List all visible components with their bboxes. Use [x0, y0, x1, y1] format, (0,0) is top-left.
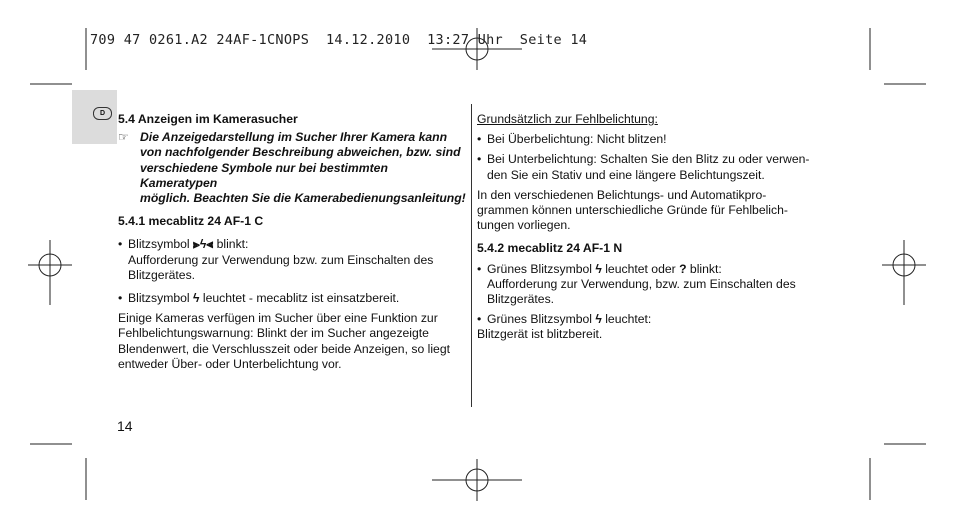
bullet-item: [477, 312, 829, 327]
note-line: verschiedene Symbole nur bei bestimmten Kameratypen: [140, 160, 388, 190]
right-column: [477, 112, 829, 343]
bullet-dot: •: [118, 291, 123, 306]
underlined-heading: Grundsätzlich zur Fehlbelichtung:: [477, 112, 658, 126]
bullet-line: Blitzgerätes.: [487, 292, 555, 307]
paragraph-line: grammen können unterschiedliche Gründe für Fehlbelich-: [477, 203, 788, 218]
note-text: [140, 130, 468, 206]
registration-mark-bottom: [432, 459, 522, 501]
bullet-item: [477, 262, 829, 308]
bullet-item: [118, 291, 468, 306]
bullet-text: Bei Unterbelichtung: Schalten Sie den Blitz zu oder verwen-: [487, 152, 810, 167]
registration-mark-right: [882, 240, 926, 305]
flash-icon: ϟ: [595, 312, 602, 327]
bullet-text: Bei Überbelichtung: Nicht blitzen!: [487, 132, 667, 147]
bullet-text: Grünes Blitzsymbol ϟ leuchtet:: [487, 312, 652, 327]
section-heading: 5.4 Anzeigen im Kamerasucher: [118, 112, 298, 126]
note-block: [118, 130, 468, 206]
bullet-text: Grünes Blitzsymbol ϟ leuchtet oder ? blinkt:: [487, 261, 722, 276]
bullet-dot: •: [118, 237, 123, 252]
note-line: möglich. Beachten Sie die Kamerabedienungsanleitung!: [140, 191, 466, 206]
question-flash-icon: ?: [679, 261, 687, 276]
paragraph-line: In den verschiedenen Belichtungs- und Automatikpro-: [477, 187, 767, 202]
paragraph-line: tungen vorliegen.: [477, 218, 571, 233]
pointing-hand-icon: ☞: [118, 130, 129, 145]
language-badge: D: [93, 107, 112, 120]
bullet-dot: •: [477, 152, 482, 167]
note-line: Die Anzeigedarstellung im Sucher Ihrer Kamera kann: [140, 130, 448, 145]
flash-icon: ϟ: [595, 261, 602, 276]
print-header: 709 47 0261.A2 24AF-1CNOPS 14.12.2010 13:27 Uhr Seite 14: [90, 32, 588, 48]
bullet-dot: •: [477, 132, 482, 147]
bullet-item: [477, 152, 829, 182]
final-line: Blitzgerät ist blitzbereit.: [477, 327, 603, 342]
paragraph: [477, 188, 829, 234]
bullet-dot: •: [477, 312, 482, 327]
column-divider: [471, 104, 472, 407]
bullet-line: Blitzgerätes.: [128, 267, 196, 282]
subsection-heading: 5.4.1 mecablitz 24 AF-1 C: [118, 214, 264, 229]
flash-icon: ϟ: [193, 291, 200, 306]
bullet-text: Blitzsymbol ⫸ϟ⫷ blinkt:: [128, 237, 249, 252]
bullet-item: [118, 237, 468, 283]
paragraph-line: Blendenwert, die Verschlusszeit oder beide Anzeigen, so liegt: [118, 341, 450, 356]
subsection-heading: 5.4.2 mecablitz 24 AF-1 N: [477, 241, 623, 256]
note-line: von nachfolgender Beschreibung abweichen, bzw. sind: [140, 145, 461, 160]
flash-blink-icon: ⫸ϟ⫷: [193, 237, 214, 252]
paragraph-line: entweder Über- oder Unterbelichtung vor.: [118, 356, 342, 371]
page-number: 14: [117, 418, 133, 434]
paragraph: [118, 311, 468, 372]
bullet-line: Aufforderung zur Verwendung, bzw. zum Einschalten des: [487, 276, 796, 291]
bullet-line: den Sie ein Stativ und eine längere Belichtungszeit.: [487, 167, 765, 182]
bullet-item: [477, 132, 829, 147]
paragraph-line: Einige Kameras verfügen im Sucher über eine Funktion zur: [118, 311, 438, 326]
registration-mark-left: [28, 240, 72, 305]
left-column: [118, 112, 468, 372]
bullet-line: Aufforderung zur Verwendung bzw. zum Einschalten des: [128, 252, 434, 267]
bullet-text: Blitzsymbol ϟ leuchtet - mecablitz ist einsatzbereit.: [128, 291, 400, 306]
bullet-dot: •: [477, 261, 482, 276]
paragraph-line: Fehlbelichtungswarnung: Blinkt der im Sucher angezeigte: [118, 326, 429, 341]
